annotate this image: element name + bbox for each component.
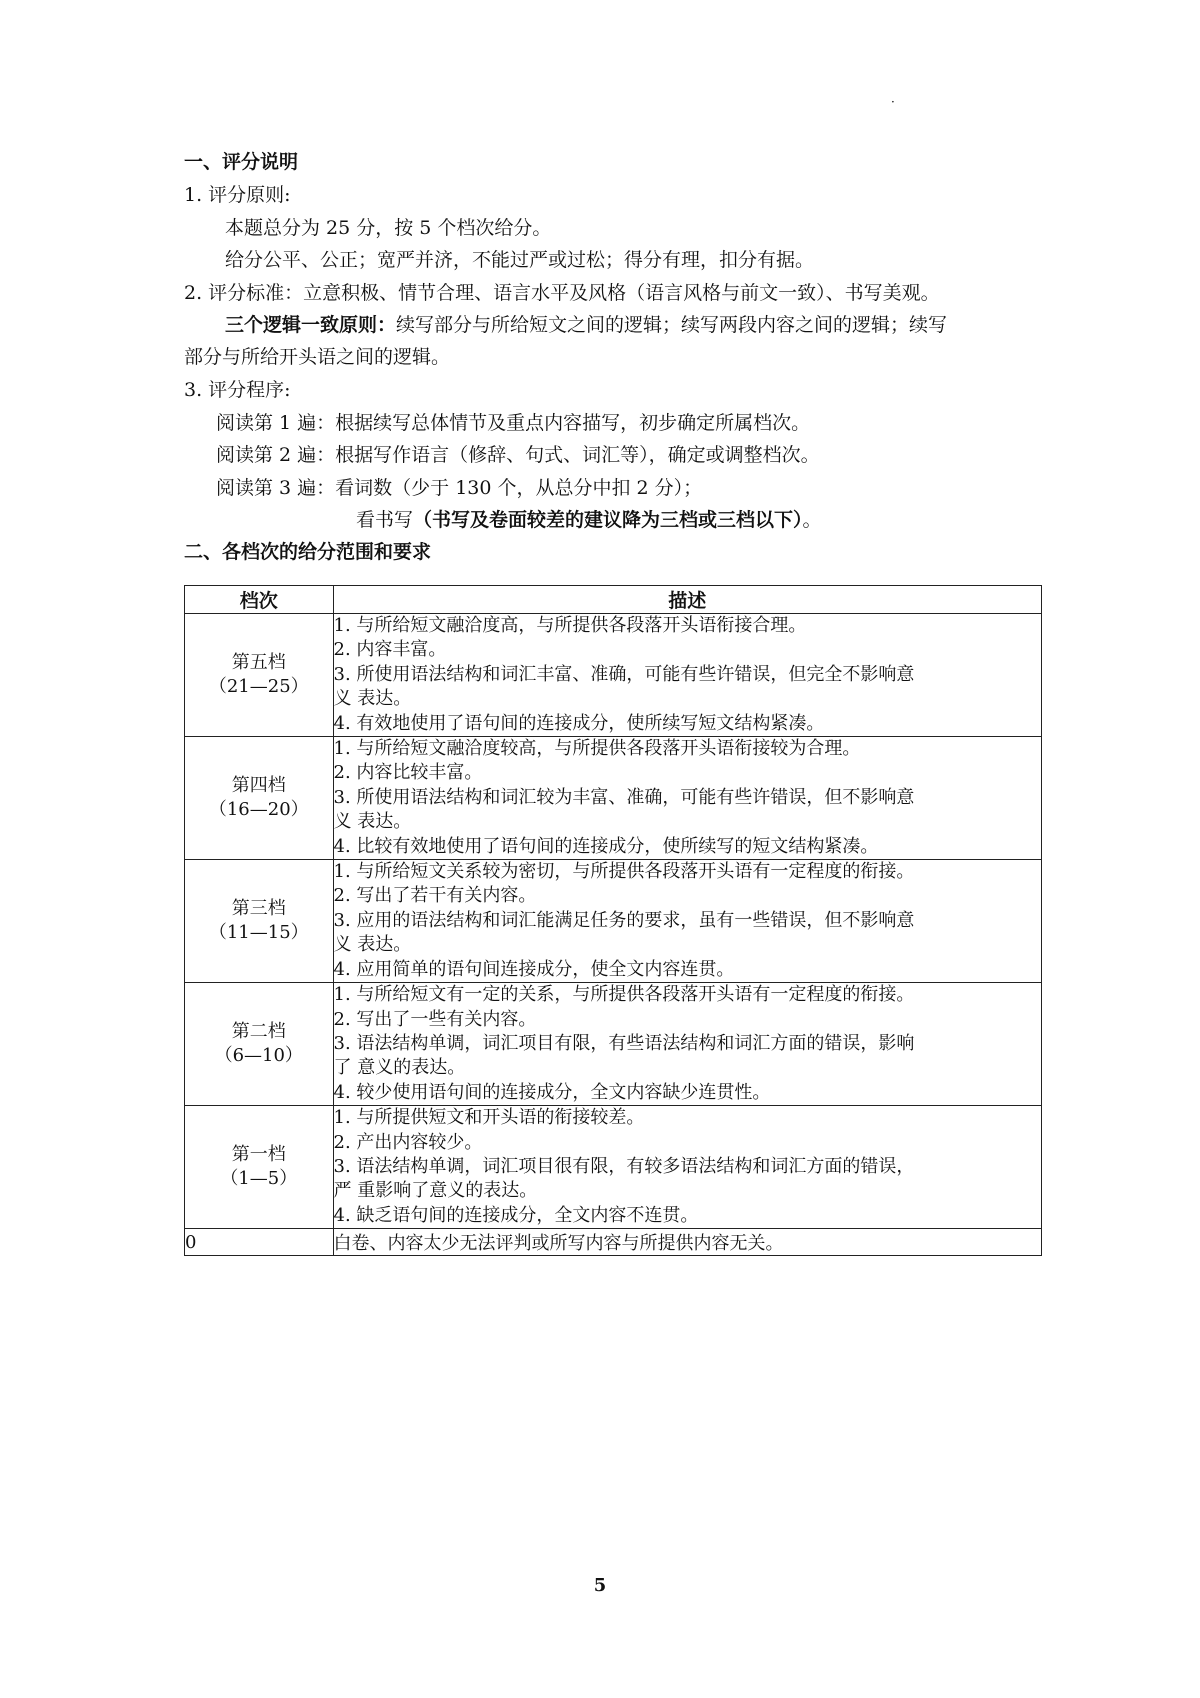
section2-heading: 二、各档次的给分范围和要求 — [184, 541, 432, 563]
level-range: （11—15） — [208, 922, 309, 944]
criterion: 2. 产出内容较少。 — [333, 1131, 483, 1153]
section1-heading: 一、评分说明 — [184, 151, 299, 173]
criterion: 2. 内容比较丰富。 — [333, 762, 483, 784]
criterion: 义 表达。 — [333, 688, 412, 710]
handwriting-bold: （书写及卷面较差的建议降为三档或三档以下） — [413, 509, 803, 531]
header-level: 档次 — [185, 586, 334, 614]
description-cell — [333, 614, 1041, 737]
logic-line — [225, 313, 947, 337]
criterion: 1. 与所给短文有一定的关系，与所提供各段落开头语有一定程度的衔接。 — [333, 984, 915, 1006]
criterion: 4. 比较有效地使用了语句间的连接成分，使所续写的短文结构紧凑。 — [333, 835, 879, 857]
description-cell — [333, 737, 1041, 860]
table-row — [185, 614, 1042, 737]
criterion: 了 意义的表达。 — [333, 1057, 466, 1079]
criterion: 3. 语法结构单调，词汇项目很有限，有较多语法结构和词汇方面的错误， — [333, 1155, 915, 1177]
level-range: （21—25） — [208, 676, 309, 698]
criterion: 4. 应用简单的语句间连接成分，使全文内容连贯。 — [333, 958, 735, 980]
level-name: 第四档 — [231, 775, 286, 797]
table-row — [185, 737, 1042, 860]
principle-line-2: 给分公平、公正；宽严并济，不能过严或过松；得分有理，扣分有据。 — [225, 249, 815, 271]
level-name: 第二档 — [231, 1021, 286, 1043]
table-row — [185, 860, 1042, 983]
description-cell — [333, 860, 1041, 983]
principle-line-1: 本题总分为 25 分，按 5 个档次给分。 — [225, 217, 552, 239]
criterion: 3. 应用的语法结构和词汇能满足任务的要求，虽有一些错误，但不影响意 — [333, 909, 915, 931]
logic-bold: 三个逻辑一致原则： — [225, 314, 397, 336]
table-row — [185, 983, 1042, 1106]
criterion: 4. 较少使用语句间的连接成分，全文内容缺少连贯性。 — [333, 1081, 771, 1103]
table-row-zero — [185, 1229, 1042, 1256]
read-pass-1: 阅读第 1 遍：根据续写总体情节及重点内容描写，初步确定所属档次。 — [216, 412, 811, 434]
procedure-title: 3. 评分程序: — [184, 379, 291, 401]
logic-continuation: 部分与所给开头语之间的逻辑。 — [184, 346, 451, 368]
level-cell — [185, 1106, 334, 1229]
criterion: 2. 内容丰富。 — [333, 639, 447, 661]
page-number: 5 — [593, 1575, 607, 1596]
level-name: 第一档 — [231, 1144, 286, 1166]
criterion: 1. 与所给短文融洽度较高，与所提供各段落开头语衔接较为合理。 — [333, 738, 861, 760]
level-range: （1—5） — [220, 1168, 298, 1190]
standard-line: 2. 评分标准：立意积极、情节合理、语言水平及风格（语言风格与前文一致）、书写美观。 — [184, 282, 940, 304]
read-pass-3: 阅读第 3 遍：看词数（少于 130 个，从总分中扣 2 分）； — [216, 477, 703, 499]
level-range: （6—10） — [214, 1045, 303, 1067]
handwriting-post: 。 — [802, 509, 822, 531]
criterion: 2. 写出了一些有关内容。 — [333, 1008, 537, 1030]
logic-rest: 续写部分与所给短文之间的逻辑；续写两段内容之间的逻辑；续写 — [396, 314, 948, 336]
criterion: 4. 缺乏语句间的连接成分，全文内容不连贯。 — [333, 1204, 699, 1226]
criterion: 2. 写出了若干有关内容。 — [333, 885, 537, 907]
handwriting-line — [356, 508, 822, 532]
description-cell — [333, 1106, 1041, 1229]
level-cell — [185, 860, 334, 983]
handwriting-pre: 看书写 — [356, 509, 414, 531]
table-header-row — [185, 586, 1042, 614]
criterion: 1. 与所给短文融洽度高，与所提供各段落开头语衔接合理。 — [333, 615, 807, 636]
zero-description-cell: 白卷、内容太少无法评判或所写内容与所提供内容无关。 — [333, 1229, 1041, 1256]
level-name: 第五档 — [231, 652, 286, 674]
criterion: 义 表达。 — [333, 934, 412, 956]
read-pass-2: 阅读第 2 遍：根据写作语言（修辞、句式、词汇等），确定或调整档次。 — [216, 444, 820, 466]
criterion: 3. 语法结构单调，词汇项目有限，有些语法结构和词汇方面的错误，影响 — [333, 1032, 915, 1054]
criterion: 严 重影响了意义的表达。 — [333, 1180, 538, 1202]
criterion: 1. 与所提供短文和开头语的衔接较差。 — [333, 1107, 645, 1129]
zero-level-cell: 0 — [185, 1229, 334, 1256]
principle-title: 1. 评分原则: — [184, 184, 291, 206]
level-cell — [185, 737, 334, 860]
criterion: 1. 与所给短文关系较为密切，与所提供各段落开头语有一定程度的衔接。 — [333, 861, 915, 883]
grading-table — [184, 585, 1042, 1256]
table-row — [185, 1106, 1042, 1229]
level-range: （16—20） — [208, 799, 309, 821]
criterion: 4. 有效地使用了语句间的连接成分，使所续写短文结构紧凑。 — [333, 712, 825, 734]
criterion: 3. 所使用语法结构和词汇较为丰富、准确，可能有些许错误，但不影响意 — [333, 786, 915, 808]
criterion: 义 表达。 — [333, 811, 412, 833]
level-cell — [185, 614, 334, 737]
header-description: 描述 — [333, 586, 1041, 614]
criterion: 3. 所使用语法结构和词汇丰富、准确，可能有些许错误，但完全不影响意 — [333, 663, 915, 685]
level-name: 第三档 — [231, 898, 286, 920]
description-cell — [333, 983, 1041, 1106]
level-cell — [185, 983, 334, 1106]
page-marker: · — [891, 95, 895, 109]
